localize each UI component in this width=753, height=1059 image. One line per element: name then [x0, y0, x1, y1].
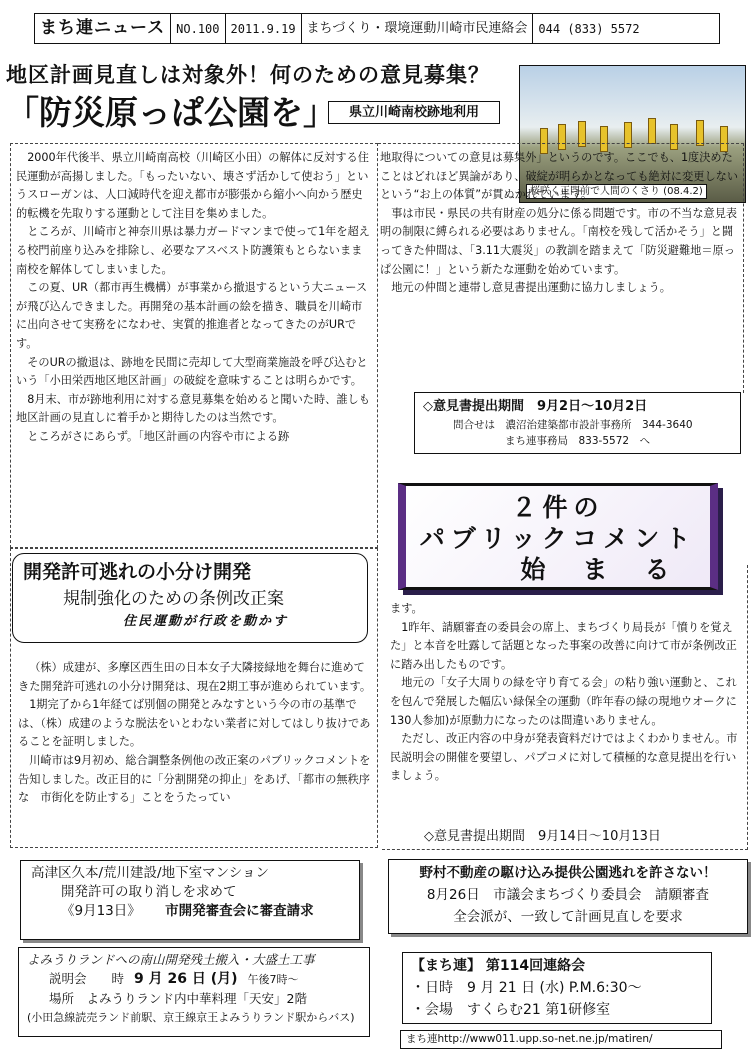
phone-number: 044 (833) 5572	[538, 21, 640, 36]
nomura-notice-box	[388, 859, 748, 934]
contact-line: まち連事務局 833-5572 へ	[505, 434, 651, 447]
article3-paragraph: 地元の「女子大周りの緑を守り育てる会」の粘り強い運動と、これを包んで発展した幅広い緑保全の運動（昨年春の緑の現地ウオークに130人参加)が原動力になったのは間違いありません。	[390, 676, 737, 727]
article1-paragraph: ところがさにあらず。「地区計画の内容や市による跡	[27, 429, 290, 443]
article2-subtitle: 規制強化のための条例改正案	[63, 588, 284, 609]
notice-time: 午後7時～	[247, 973, 299, 986]
banner-line: 始 ま る	[520, 555, 676, 584]
article1-right-column	[380, 149, 740, 379]
article2-title: 開発許可逃れの小分け開発	[23, 561, 252, 583]
notice-line: 8月26日 市議会まちづくり委員会 請願審査	[426, 887, 710, 903]
contact-line: 問合せは 濃沼治建築都市設計事務所 344-3640	[453, 418, 693, 431]
article1-paragraph: そのURの撤退は、跡地を民間に売却して大型商業施設を呼び込むという「小田栄西地区地区計画」の破綻を意味することは明らかです。	[16, 355, 368, 388]
article1-paragraph: この夏、UR（都市再生機構）が事業から撤退するという大ニュースが飛び込んできました。再開発の基本計画の絵を描き、職員を川崎市に出向させて実務をになわせ、実質的推進者となってきたのがURです。	[16, 281, 368, 350]
photo-caption: 桜咲く正門前で人間のくさり (08.4.2)	[526, 184, 707, 199]
article2-tagline: 住民運動が行政を動かす	[123, 614, 289, 629]
notice-line: よみうりランドへの南山開発残土搬入・大盛土工事	[27, 952, 315, 967]
meeting-notice-box	[402, 952, 712, 1024]
submission-period-title: ◇意見書提出期間 9月2日～10月2日	[423, 399, 648, 414]
organization-name: まちづくり・環境運動川崎市民連絡会	[302, 14, 534, 43]
notice-date: 《9月13日》	[61, 903, 141, 919]
subtitle-tag: 県立川崎南校跡地利用	[328, 101, 500, 124]
notice-date: 9 月 26 日 (月)	[134, 971, 238, 987]
article1-left-column	[16, 149, 372, 541]
notice-line: 開発許可の取り消しを求めて	[61, 884, 237, 900]
banner-line: ２件の	[511, 493, 605, 522]
article2-paragraph: 1期完了から1年経てば別個の開発とみなすという今の市の基準では、（株）成建のような脱法をいとわない業者に対してはしり抜けであることを証明しました。	[18, 698, 371, 749]
yomiuri-notice-box	[18, 947, 370, 1037]
article2-body	[18, 659, 374, 841]
article3-paragraph: ます。	[390, 602, 423, 615]
kuno-notice-box	[20, 860, 360, 940]
article1-paragraph: 8月末、市が跡地利用に対する意見募集を始めると聞いた時、誰しも地区計画の見直しに着手かと期待したのは当然です。	[16, 392, 370, 425]
article1-paragraph: 2000年代後半、県立川崎南高校（川崎区小田）の解体に反対する住民運動が高揚しました。「もったいない、壊さず活かして使おう」というスローガンは、人口減時代を迎え都市が膨張から縮小へ向かう歴史的転機を先取りする運動として注目を集めました。	[16, 151, 369, 220]
notice-line: (小田急線読売ランド前駅、京王線京王よみうりランド駅からバス)	[27, 1011, 355, 1024]
article2-paragraph: （株）成建が、多摩区西生田の日本女子大隣接緑地を舞台に進めてきた開発許可逃れの小分け開発は、現在2期工事が進められています。	[18, 661, 372, 693]
notice-line: 場所 よみうりランド内中華料理「天安」2階	[49, 991, 307, 1006]
article3-paragraph: ただし、改正内容の中身が発表資料だけではよくわかりません。市民説明会の開催を要望し、パブコメに対して積極的な意見提出を行いましょう。	[390, 732, 738, 783]
notice-line: 高津区久本/荒川建設/地下室マンション	[31, 865, 269, 881]
headline: 地区計画見直しは対象外！何のための意見募集？	[6, 63, 490, 87]
meeting-line: ・会場 すくらむ21 第1研修室	[411, 1002, 611, 1018]
issue-number: NO.100	[171, 14, 225, 43]
submission-period-2: ◇意見書提出期間 9月14日～10月13日	[424, 829, 661, 844]
article1-paragraph: ところが、川崎市と神奈川県は暴力ガードマンまで使って1年を超える校門前座り込みを排除し、必要なアスベスト防護策もとらないまま南校を解体してしまいました。	[16, 225, 370, 276]
article3-body	[390, 600, 742, 827]
main-title: 「防災原っぱ公園を」	[6, 93, 336, 132]
meeting-title: 【まち連】 第114回連絡会	[411, 958, 586, 974]
article2-title-box	[12, 553, 368, 643]
article1-paragraph: 地元の仲間と連帯し意見書提出運動に協力しましょう。	[391, 281, 671, 295]
masthead	[34, 13, 720, 44]
article1-paragraph: 事は市民・県民の共有財産の処分に係る問題です。市の不当な意見表明の制限に縛られる必要はありません。「南校を残して活かそう」と闘ってきた仲間は、「3.11大震災」の教訓を踏まえて「防災避難地＝原っぱ公園に！」という新たな運動を始めています。	[380, 206, 738, 276]
article2-paragraph: 川崎市は9月初め、総合調整条例他の改正案のパブリックコメントを告知しました。改正目的に「分割開発の抑止」をあげ、「都市の無秩序な 市街化を防止する」ことをうたってい	[18, 753, 371, 805]
article3-paragraph: 1昨年、請願審査の委員会の席上、まちづくり局長が「憤りを覚えた」と本音を吐露して話題となった事案の改善に向けて市が条例改正に踏み出したものです。	[390, 620, 737, 671]
issue-date: 2011.9.19	[226, 14, 302, 43]
notice-line: 全会派が、一致して計画見直しを要求	[453, 909, 683, 925]
footer-url[interactable]: まち連http://www011.upp.so-net.ne.jp/matiren/	[400, 1030, 722, 1049]
flag-shape	[648, 118, 656, 144]
notice-label: 説明会 時	[49, 971, 125, 986]
article1-paragraph: 地取得についての意見は募集外」というのです。ここでも、1度決めたことはどれほど異論があり、破綻が明らかとなっても絶対に変更しないという“お上の体質”が貫ぬかれています。	[380, 151, 739, 202]
notice-line: 野村不動産の駆け込み提供公園逃れを許さない！	[419, 865, 717, 881]
banner-line: パブリックコメント	[419, 524, 697, 553]
meeting-line: ・日時 9 月 21 日 (水) P.M.6:30～	[411, 980, 642, 996]
notice-line: 市開発審査会に審査請求	[165, 903, 314, 919]
submission-period-box	[414, 392, 741, 454]
newsletter-title: まち連ニュース	[35, 14, 171, 43]
